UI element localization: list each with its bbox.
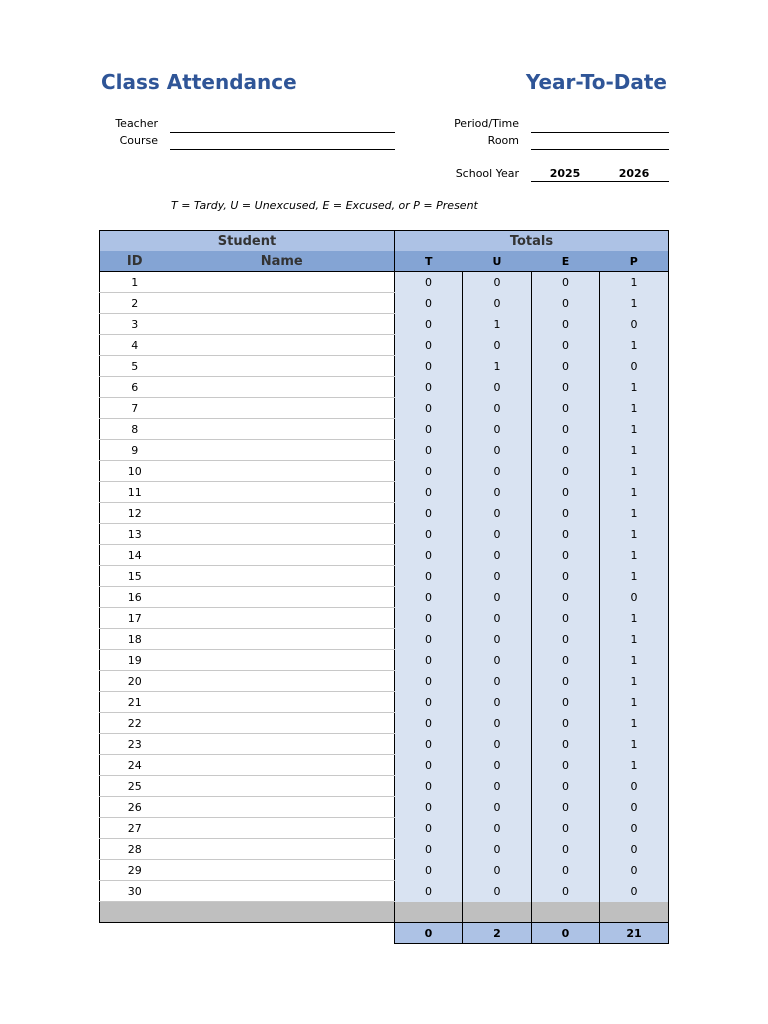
table-row	[100, 272, 669, 293]
tardy-cell: 0	[395, 503, 463, 524]
excused-cell: 0	[532, 629, 600, 650]
student-id-cell: 2	[100, 293, 170, 314]
table-row	[100, 671, 669, 692]
student-id-cell: 8	[100, 419, 170, 440]
tardy-cell: 0	[395, 545, 463, 566]
spacer-cell	[600, 902, 669, 923]
unexcused-cell: 0	[463, 797, 532, 818]
tardy-cell: 0	[395, 692, 463, 713]
excused-cell: 0	[532, 314, 600, 335]
present-cell: 1	[600, 398, 669, 419]
unexcused-cell: 0	[463, 293, 532, 314]
student-id-cell: 5	[100, 356, 170, 377]
student-name-cell[interactable]	[170, 356, 395, 377]
student-id-cell: 4	[100, 335, 170, 356]
unexcused-cell: 0	[463, 881, 532, 902]
excused-cell: 0	[532, 293, 600, 314]
table-row	[100, 377, 669, 398]
unexcused-cell: 0	[463, 713, 532, 734]
tardy-cell: 0	[395, 293, 463, 314]
excused-cell: 0	[532, 608, 600, 629]
student-id-cell: 16	[100, 587, 170, 608]
present-cell: 0	[600, 839, 669, 860]
table-row	[100, 482, 669, 503]
present-cell: 0	[600, 314, 669, 335]
student-id-cell: 23	[100, 734, 170, 755]
room-field[interactable]	[531, 149, 669, 150]
tardy-cell: 0	[395, 671, 463, 692]
present-cell: 1	[600, 650, 669, 671]
spacer-cell	[100, 902, 170, 923]
student-name-cell[interactable]	[170, 860, 395, 881]
student-name-cell[interactable]	[170, 629, 395, 650]
tardy-cell: 0	[395, 713, 463, 734]
excused-cell: 0	[532, 272, 600, 293]
present-cell: 0	[600, 587, 669, 608]
student-name-cell[interactable]	[170, 650, 395, 671]
present-cell: 0	[600, 356, 669, 377]
student-id-cell: 12	[100, 503, 170, 524]
student-name-cell[interactable]	[170, 818, 395, 839]
tardy-cell: 0	[395, 314, 463, 335]
table-row	[100, 566, 669, 587]
excused-cell: 0	[532, 524, 600, 545]
present-cell: 0	[600, 818, 669, 839]
unexcused-cell: 0	[463, 629, 532, 650]
excused-cell: 0	[532, 776, 600, 797]
tardy-cell: 0	[395, 461, 463, 482]
unexcused-cell: 0	[463, 272, 532, 293]
present-cell: 0	[600, 797, 669, 818]
tardy-cell: 0	[395, 587, 463, 608]
unexcused-cell: 0	[463, 398, 532, 419]
present-cell: 0	[600, 881, 669, 902]
table-row	[100, 608, 669, 629]
unexcused-cell: 0	[463, 650, 532, 671]
table-row	[100, 419, 669, 440]
attendance-legend: T = Tardy, U = Unexcused, E = Excused, or P = Present	[171, 199, 478, 212]
present-cell: 1	[600, 713, 669, 734]
table-row	[100, 650, 669, 671]
student-group-header: Student	[100, 231, 395, 252]
excused-cell: 0	[532, 335, 600, 356]
period-field[interactable]	[531, 132, 669, 133]
table-row	[100, 356, 669, 377]
table-row	[100, 818, 669, 839]
student-name-cell[interactable]	[170, 503, 395, 524]
present-cell: 1	[600, 671, 669, 692]
student-id-cell: 9	[100, 440, 170, 461]
excused-cell: 0	[532, 839, 600, 860]
student-name-cell[interactable]	[170, 461, 395, 482]
tardy-cell: 0	[395, 755, 463, 776]
table-row	[100, 860, 669, 881]
student-name-cell[interactable]	[170, 587, 395, 608]
student-id-cell: 10	[100, 461, 170, 482]
table-row	[100, 755, 669, 776]
school-year-label: School Year	[455, 167, 519, 180]
tardy-cell: 0	[395, 272, 463, 293]
tardy-cell: 0	[395, 818, 463, 839]
student-id-cell: 6	[100, 377, 170, 398]
page-title: Class Attendance	[101, 70, 297, 94]
unexcused-cell: 0	[463, 818, 532, 839]
student-name-cell[interactable]	[170, 272, 395, 293]
excused-cell: 0	[532, 398, 600, 419]
student-id-cell: 7	[100, 398, 170, 419]
total-unexcused: 2	[463, 923, 532, 944]
room-label: Room	[487, 134, 519, 147]
tardy-cell: 0	[395, 839, 463, 860]
present-cell: 1	[600, 524, 669, 545]
excused-cell: 0	[532, 818, 600, 839]
present-cell: 0	[600, 776, 669, 797]
tardy-header: T	[395, 251, 463, 272]
table-row	[100, 461, 669, 482]
student-name-cell[interactable]	[170, 797, 395, 818]
table-row	[100, 314, 669, 335]
excused-cell: 0	[532, 860, 600, 881]
unexcused-cell: 0	[463, 503, 532, 524]
student-id-cell: 17	[100, 608, 170, 629]
present-cell: 1	[600, 272, 669, 293]
unexcused-cell: 0	[463, 734, 532, 755]
tardy-cell: 0	[395, 734, 463, 755]
teacher-field[interactable]	[170, 132, 395, 133]
present-cell: 1	[600, 545, 669, 566]
student-name-cell[interactable]	[170, 545, 395, 566]
excused-cell: 0	[532, 587, 600, 608]
table-row	[100, 713, 669, 734]
tardy-cell: 0	[395, 881, 463, 902]
present-cell: 1	[600, 419, 669, 440]
present-cell: 1	[600, 734, 669, 755]
student-name-cell[interactable]	[170, 566, 395, 587]
school-year-line	[531, 181, 669, 182]
unexcused-cell: 0	[463, 335, 532, 356]
table-row	[100, 545, 669, 566]
tardy-cell: 0	[395, 629, 463, 650]
present-cell: 1	[600, 482, 669, 503]
excused-cell: 0	[532, 650, 600, 671]
student-name-cell[interactable]	[170, 776, 395, 797]
unexcused-cell: 0	[463, 608, 532, 629]
student-name-cell[interactable]	[170, 692, 395, 713]
total-present: 21	[600, 923, 669, 944]
student-name-cell[interactable]	[170, 377, 395, 398]
tardy-cell: 0	[395, 377, 463, 398]
tardy-cell: 0	[395, 482, 463, 503]
totals-group-header: Totals	[395, 231, 669, 252]
present-cell: 1	[600, 503, 669, 524]
present-cell: 1	[600, 377, 669, 398]
student-id-cell: 20	[100, 671, 170, 692]
student-name-cell[interactable]	[170, 881, 395, 902]
student-name-cell[interactable]	[170, 839, 395, 860]
excused-cell: 0	[532, 734, 600, 755]
excused-cell: 0	[532, 503, 600, 524]
unexcused-cell: 0	[463, 587, 532, 608]
student-id-cell: 27	[100, 818, 170, 839]
student-id-cell: 29	[100, 860, 170, 881]
student-name-cell[interactable]	[170, 398, 395, 419]
student-name-cell[interactable]	[170, 482, 395, 503]
page-subtitle: Year-To-Date	[525, 70, 667, 94]
student-id-cell: 30	[100, 881, 170, 902]
spacer-cell	[395, 902, 463, 923]
student-id-cell: 21	[100, 692, 170, 713]
student-id-cell: 13	[100, 524, 170, 545]
tardy-cell: 0	[395, 797, 463, 818]
unexcused-cell: 1	[463, 314, 532, 335]
unexcused-cell: 0	[463, 776, 532, 797]
tardy-cell: 0	[395, 335, 463, 356]
table-row	[100, 692, 669, 713]
name-header: Name	[170, 251, 395, 272]
student-name-cell[interactable]	[170, 440, 395, 461]
table-row	[100, 440, 669, 461]
excused-cell: 0	[532, 461, 600, 482]
tardy-cell: 0	[395, 398, 463, 419]
student-id-cell: 26	[100, 797, 170, 818]
student-name-cell[interactable]	[170, 335, 395, 356]
table-row	[100, 335, 669, 356]
table-row	[100, 293, 669, 314]
excused-cell: 0	[532, 692, 600, 713]
tardy-cell: 0	[395, 419, 463, 440]
student-name-cell[interactable]	[170, 755, 395, 776]
unexcused-cell: 0	[463, 440, 532, 461]
unexcused-cell: 0	[463, 860, 532, 881]
student-id-cell: 19	[100, 650, 170, 671]
present-cell: 0	[600, 860, 669, 881]
table-row	[100, 734, 669, 755]
student-name-cell[interactable]	[170, 713, 395, 734]
present-header: P	[600, 251, 669, 272]
period-label: Period/Time	[454, 117, 519, 130]
student-name-cell[interactable]	[170, 734, 395, 755]
excused-cell: 0	[532, 545, 600, 566]
unexcused-cell: 0	[463, 377, 532, 398]
table-row	[100, 503, 669, 524]
student-id-cell: 25	[100, 776, 170, 797]
student-id-cell: 18	[100, 629, 170, 650]
excused-cell: 0	[532, 755, 600, 776]
unexcused-cell: 1	[463, 356, 532, 377]
spacer-cell	[532, 902, 600, 923]
unexcused-cell: 0	[463, 755, 532, 776]
course-label: Course	[119, 134, 158, 147]
student-id-cell: 22	[100, 713, 170, 734]
unexcused-cell: 0	[463, 692, 532, 713]
present-cell: 1	[600, 629, 669, 650]
unexcused-header: U	[463, 251, 532, 272]
tardy-cell: 0	[395, 650, 463, 671]
student-id-cell: 24	[100, 755, 170, 776]
student-id-cell: 15	[100, 566, 170, 587]
table-row	[100, 524, 669, 545]
present-cell: 1	[600, 692, 669, 713]
unexcused-cell: 0	[463, 524, 532, 545]
excused-cell: 0	[532, 881, 600, 902]
student-name-cell[interactable]	[170, 671, 395, 692]
unexcused-cell: 0	[463, 839, 532, 860]
excused-cell: 0	[532, 671, 600, 692]
excused-header: E	[532, 251, 600, 272]
table-row	[100, 587, 669, 608]
table-row	[100, 776, 669, 797]
unexcused-cell: 0	[463, 482, 532, 503]
tardy-cell: 0	[395, 356, 463, 377]
student-id-cell: 3	[100, 314, 170, 335]
present-cell: 1	[600, 461, 669, 482]
student-id-cell: 28	[100, 839, 170, 860]
table-row	[100, 797, 669, 818]
table-row	[100, 839, 669, 860]
total-excused: 0	[532, 923, 600, 944]
table-row	[100, 629, 669, 650]
student-name-cell[interactable]	[170, 608, 395, 629]
unexcused-cell: 0	[463, 671, 532, 692]
tardy-cell: 0	[395, 608, 463, 629]
tardy-cell: 0	[395, 566, 463, 587]
spacer-cell	[170, 902, 395, 923]
excused-cell: 0	[532, 377, 600, 398]
unexcused-cell: 0	[463, 461, 532, 482]
present-cell: 1	[600, 335, 669, 356]
unexcused-cell: 0	[463, 566, 532, 587]
tardy-cell: 0	[395, 860, 463, 881]
student-id-cell: 14	[100, 545, 170, 566]
spacer-cell	[463, 902, 532, 923]
present-cell: 1	[600, 755, 669, 776]
excused-cell: 0	[532, 566, 600, 587]
course-field[interactable]	[170, 149, 395, 150]
student-name-cell[interactable]	[170, 293, 395, 314]
excused-cell: 0	[532, 482, 600, 503]
empty-cell	[170, 923, 395, 944]
empty-cell	[100, 923, 170, 944]
student-id-cell: 11	[100, 482, 170, 503]
excused-cell: 0	[532, 419, 600, 440]
tardy-cell: 0	[395, 524, 463, 545]
tardy-cell: 0	[395, 776, 463, 797]
student-name-cell[interactable]	[170, 419, 395, 440]
student-name-cell[interactable]	[170, 314, 395, 335]
present-cell: 1	[600, 440, 669, 461]
school-year-end[interactable]: 2026	[618, 167, 650, 180]
attendance-table	[99, 230, 669, 944]
total-tardy: 0	[395, 923, 463, 944]
excused-cell: 0	[532, 440, 600, 461]
table-row	[100, 398, 669, 419]
table-row	[100, 881, 669, 902]
student-id-cell: 1	[100, 272, 170, 293]
teacher-label: Teacher	[115, 117, 158, 130]
present-cell: 1	[600, 566, 669, 587]
school-year-start[interactable]: 2025	[549, 167, 581, 180]
id-header: ID	[100, 251, 170, 272]
excused-cell: 0	[532, 797, 600, 818]
student-name-cell[interactable]	[170, 524, 395, 545]
unexcused-cell: 0	[463, 419, 532, 440]
excused-cell: 0	[532, 713, 600, 734]
tardy-cell: 0	[395, 440, 463, 461]
excused-cell: 0	[532, 356, 600, 377]
present-cell: 1	[600, 293, 669, 314]
present-cell: 1	[600, 608, 669, 629]
unexcused-cell: 0	[463, 545, 532, 566]
